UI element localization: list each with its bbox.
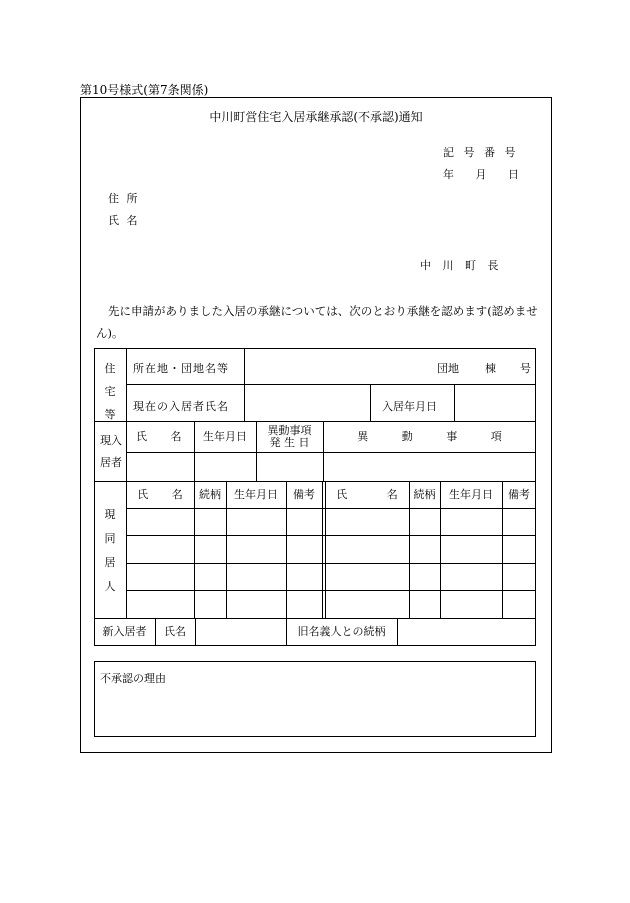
unit-number-label: 号 xyxy=(520,362,531,375)
new-resident-label: 新入居者 xyxy=(102,625,147,638)
address-label: 住 所 xyxy=(108,192,138,205)
reason-label: 不承認の理由 xyxy=(100,672,166,685)
cr-birth-date-header: 生年月日 xyxy=(203,429,247,443)
body-text-line1: 先に申請がありました入居の承継については、次のとおり承継を認めます(認めませ xyxy=(108,304,538,318)
cohab-relationship-header-right: 続柄 xyxy=(413,487,436,501)
relationship-to-former-holder-label: 旧名義人との続柄 xyxy=(297,625,386,638)
housing-section-label: 住宅等 xyxy=(104,362,116,421)
name-label: 氏 名 xyxy=(108,214,138,227)
cr-change-matters-header: 異 動 事 項 xyxy=(357,429,502,443)
danchi-label: 団地 xyxy=(437,362,459,375)
document-title: 中川町営住宅入居承継承認(不承認)通知 xyxy=(209,110,423,124)
form-label: 第10号様式(第7条関係) xyxy=(80,83,209,97)
cohab-remarks-header-right: 備考 xyxy=(508,487,530,501)
body-text-line2: ん)。 xyxy=(96,326,124,340)
current-resident-name-label: 現在の入居者氏名 xyxy=(133,400,229,413)
date-placeholder: 年 月 日 xyxy=(443,168,519,181)
cr-name-header: 氏 名 xyxy=(136,429,182,443)
cohab-name-header-left: 氏 名 xyxy=(137,487,183,501)
issuer-name: 中 川 町 長 xyxy=(420,259,499,272)
move-in-date-label: 入居年月日 xyxy=(382,400,437,413)
cohab-relationship-header-left: 続柄 xyxy=(199,487,221,501)
cohab-birth-date-header-left: 生年月日 xyxy=(234,487,278,501)
building-label: 棟 xyxy=(485,362,496,375)
reference-number-label: 記 号 番 号 xyxy=(443,146,519,159)
cr-change-date-header: 異動事項 発 生 日 xyxy=(267,423,312,449)
new-resident-name-label: 氏名 xyxy=(164,625,186,638)
cohabitants-section-label: 現同居人 xyxy=(104,508,116,593)
cohab-birth-date-header-right: 生年月日 xyxy=(449,487,493,501)
cohab-remarks-header-left: 備考 xyxy=(293,487,315,501)
current-resident-section-label: 現入居者 xyxy=(100,434,122,469)
location-label: 所在地・団地名等 xyxy=(133,362,229,375)
cohab-name-header-right: 氏 名 xyxy=(336,487,398,501)
